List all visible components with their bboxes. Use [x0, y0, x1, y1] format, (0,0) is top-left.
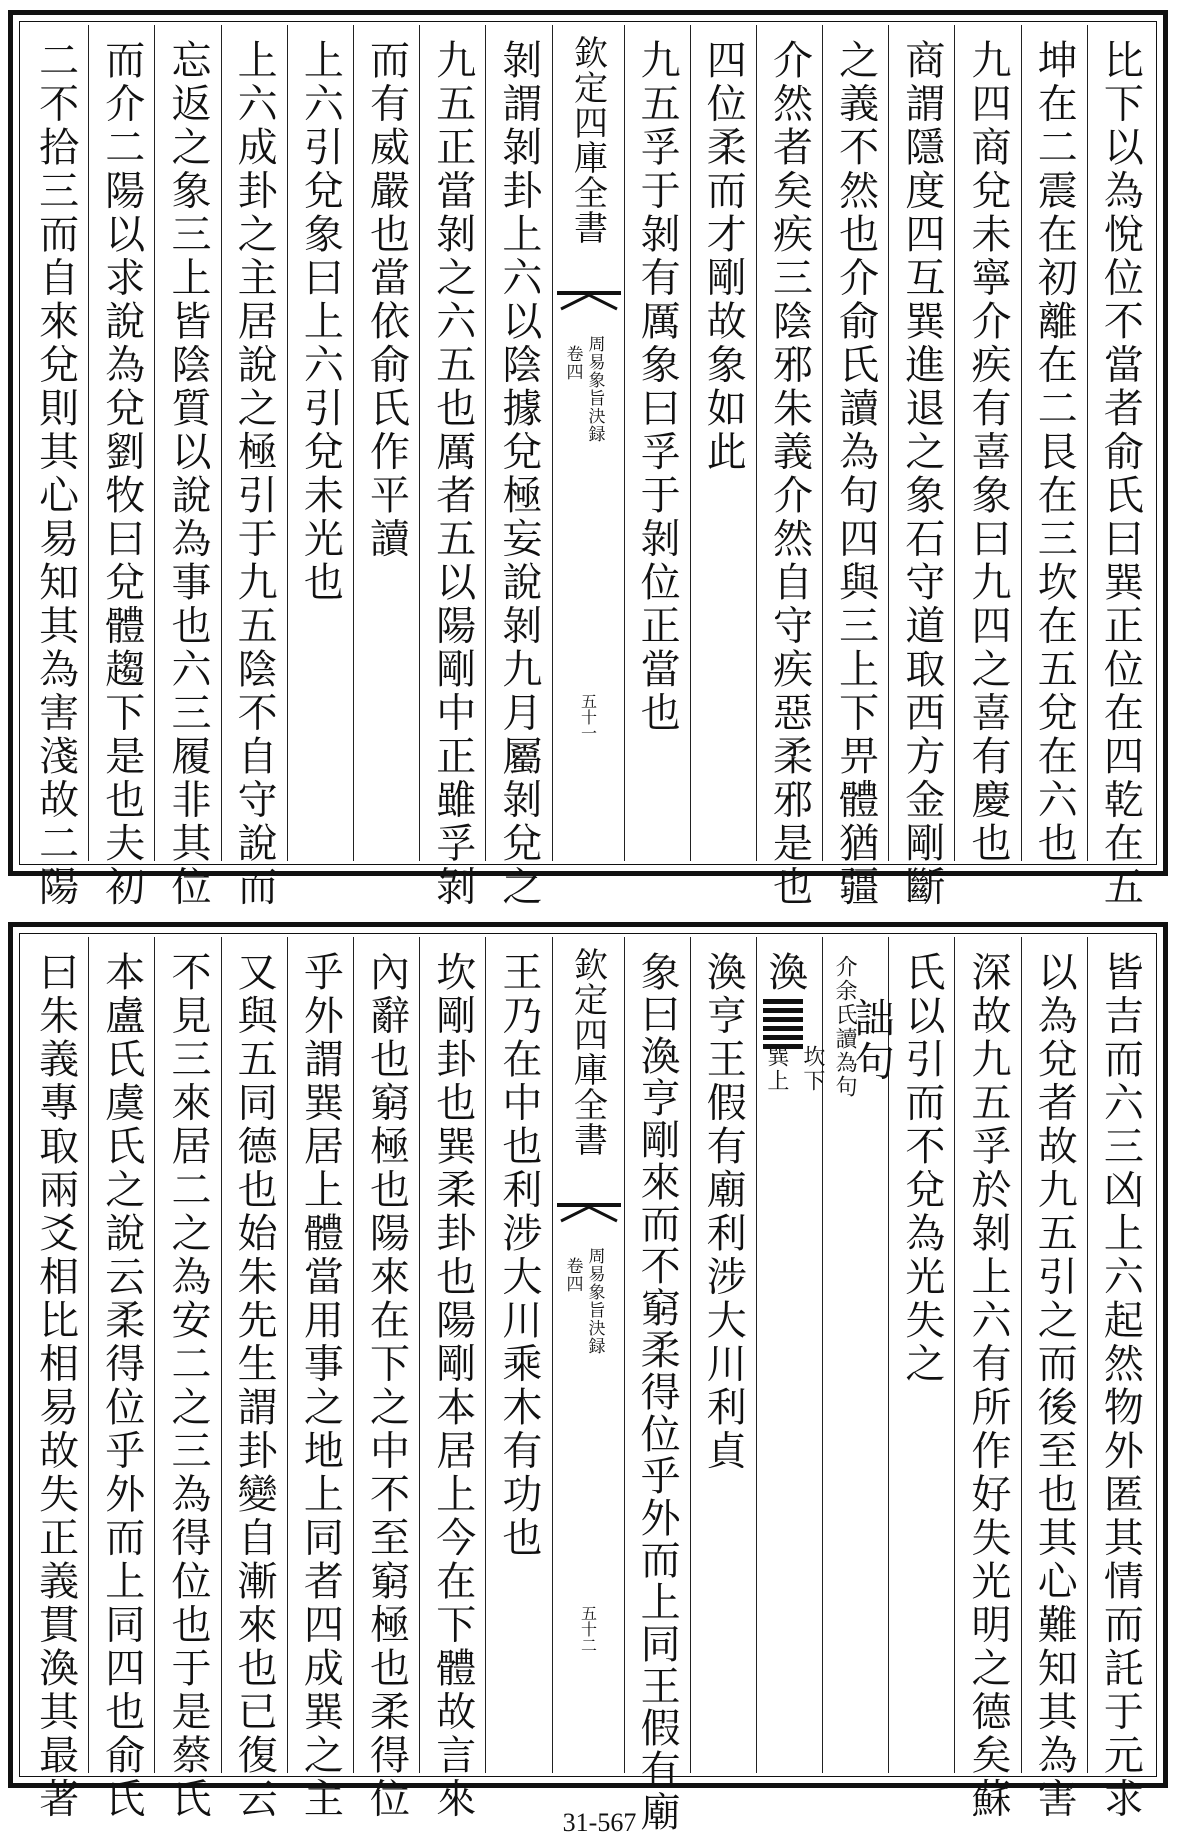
text-column	[88, 937, 154, 1821]
column-text: 不見三來居二之為安二之三為得位也于是蔡氏	[164, 951, 211, 1821]
text-column	[1087, 25, 1153, 909]
column-text: 比下以為悅位不當者俞氏曰巽正位在四乾在五	[1097, 39, 1144, 909]
column-text: 九四商兌未寧介疾有喜象曰九四之喜有慶也	[965, 39, 1012, 866]
column-text: 渙亨王假有廟利涉大川利貞	[700, 951, 747, 1473]
page-number: 五十二	[578, 1605, 598, 1653]
column-text: 上六引兌象曰上六引兌未光也	[297, 39, 344, 605]
book-title: 欽定四庫全書	[567, 947, 608, 1157]
text-column	[485, 937, 551, 1773]
small-note: 介余氏讀為句	[832, 955, 858, 1099]
text-column	[954, 937, 1020, 1821]
column-text: 又與五同德也始朱先生謂卦變自漸來也已復云	[231, 951, 278, 1821]
top-page	[8, 10, 1168, 909]
text-column	[485, 25, 551, 909]
column-text: 商謂隱度四互巽進退之象石守道取西方金剛斷	[898, 39, 945, 909]
column-text: 深故九五孚於剝上六有所作好失光明之德矣蘇	[965, 951, 1012, 1821]
text-column	[221, 25, 287, 909]
text-column	[756, 937, 825, 1773]
text-column	[624, 937, 690, 1833]
column-text: 而有威嚴也當依俞氏作平讀	[363, 39, 410, 561]
column-text: 二不拾三而自來兌則其心易知其為害淺故二陽	[32, 39, 79, 909]
text-column	[419, 937, 485, 1821]
column-text: 上六成卦之主居說之極引于九五陰不自守說而	[231, 39, 278, 909]
text-column	[954, 25, 1020, 866]
text-column	[1087, 937, 1153, 1821]
column-text: 乎外謂巽居上體當用事之地上同者四成巽之主	[297, 951, 344, 1821]
column-text: 以為兌者故九五引之而後至也其心難知其為害	[1031, 951, 1078, 1821]
column-text: 坎剛卦也巽柔卦也陽剛本居上今在下體故言來	[429, 951, 476, 1821]
text-column	[353, 25, 419, 861]
text-column	[154, 25, 220, 909]
text-column	[287, 937, 353, 1821]
text-column	[419, 25, 485, 909]
top-columns	[23, 25, 1153, 909]
lower-trigram-label: 坎下	[799, 1045, 825, 1093]
column-text: 皆吉而六三凶上六起然物外匿其情而託于元求	[1097, 951, 1144, 1821]
text-column	[23, 25, 88, 909]
fish-tail-mark-icon	[557, 291, 621, 309]
volume-number: 卷四	[562, 1257, 583, 1293]
text-column	[888, 25, 954, 909]
text-column	[1021, 937, 1087, 1821]
volume-title: 周易象旨決録	[584, 1247, 605, 1355]
column-text: 之義不然也介俞氏讀為句四與三上下畀體猶疆	[832, 39, 879, 909]
column-text: 內辭也窮極也陽來在下之中不至窮極也柔得位	[363, 951, 410, 1821]
text-column	[23, 937, 88, 1821]
text-column	[221, 937, 287, 1821]
column-text: 曰朱義專取兩爻相比相易故失正義貫渙其最著	[32, 951, 79, 1821]
column-text: 坤在二震在初離在二艮在三坎在五兌在六也	[1031, 39, 1078, 866]
column-text: 四位柔而才剛故象如此	[700, 39, 747, 474]
column-text: 忘返之象三上皆陰質以說為事也六三履非其位	[164, 39, 211, 909]
upper-trigram-label: 巽上	[763, 1045, 789, 1093]
book-title: 欽定四庫全書	[567, 35, 608, 245]
column-text: 象曰渙亨剛來而不窮柔得位乎外而上同王假有廟	[634, 951, 681, 1833]
page-number: 五十一	[578, 693, 598, 741]
center-margin	[552, 937, 624, 1773]
fish-tail-mark-icon	[557, 1203, 621, 1221]
text-column	[690, 25, 756, 861]
text-column	[88, 25, 154, 909]
volume-title: 周易象旨決録	[584, 335, 605, 443]
volume-number: 卷四	[562, 345, 583, 381]
center-margin	[552, 25, 624, 861]
text-column	[822, 25, 888, 909]
text-column	[888, 937, 954, 1773]
text-column	[1021, 25, 1087, 866]
footer-page-code: 31-567	[562, 1808, 637, 1837]
text-column	[690, 937, 756, 1773]
column-text: 九五孚于剝有厲象曰孚于剝位正當也	[634, 39, 681, 735]
column-text: 剝謂剝卦上六以陰據兌極妄說剝九月屬剝兌之	[495, 39, 542, 909]
column-text: 王乃在中也利涉大川乘木有功也	[495, 951, 542, 1560]
text-column	[756, 25, 822, 909]
column-text: 氏以引而不兌為光失之	[898, 951, 945, 1386]
hexagram-title: 渙	[761, 951, 808, 995]
column-text: 九五正當剝之六五也厲者五以陽剛中正雖孚剝	[429, 39, 476, 909]
text-column	[822, 937, 895, 1773]
column-text: 詘句	[848, 997, 895, 1084]
column-text: 介然者矣疾三陰邪朱義介然自守疾惡柔邪是也	[766, 39, 813, 909]
text-column	[353, 937, 419, 1821]
column-text: 而介二陽以求說為兌劉牧曰兌體趨下是也夫初	[98, 39, 145, 909]
text-column	[154, 937, 220, 1821]
text-column	[624, 25, 690, 861]
text-column	[287, 25, 353, 861]
column-text: 本盧氏虞氏之說云柔得位乎外而上同四也俞氏	[98, 951, 145, 1821]
